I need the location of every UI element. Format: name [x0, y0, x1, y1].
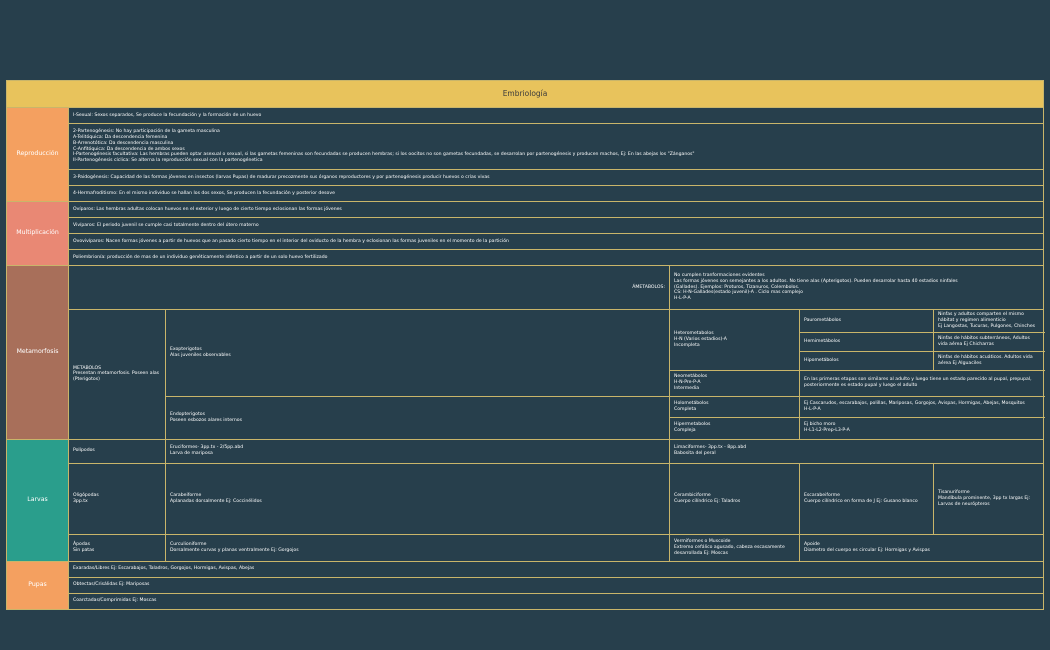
larva-apodos: Ápodas Sin patas [69, 534, 166, 561]
larva-limaciformes: Limaciformes- 3pp.tx - 8pp.abd Babosita del peral [670, 439, 1044, 463]
category-multiplicacion: Multiplicación [7, 202, 69, 266]
hemimetabolos: Hemimetábolos [800, 332, 934, 351]
larva-oligopodos: Oligópodas 3pp.tx [69, 463, 166, 534]
larva-vermiformes: Vermiformes o Muscoide Extremo cefálico agusado, cabeza escasamente desarrollada Ej: Moscas [670, 534, 800, 561]
repro-paidogenesis: 3-Paidogénesis: Capacidad de las formas jóvenes en insectos (larvas Pupas) de madurar precozmente sus órganos reproductores y por partenogénesis producir huevos o crías vivas [69, 170, 1044, 186]
repro-hermafroditismo: 4-Hermafroditismo: En el mismo individuo se hallan los dos sexos, Se producen la fecundación y posterior desove [69, 186, 1044, 202]
multi-poliembrionia: Poliembrionía: producción de mas de un individuo genéticamente idéntico a partir de un solo huevo fertilizado [69, 250, 1044, 266]
endopterigotos: Endopterigotos Poseen esbozos alares internos [166, 396, 670, 439]
embriologia-table [6, 80, 1044, 610]
table-row [7, 534, 1044, 561]
larva-carabeiforme: Carabeiforme Aplanadas dorsalmente Ej: Coccinélidos [166, 463, 670, 534]
hipermetabolos: Hipermetabolos Compleja [670, 417, 800, 439]
heterometabolos: Heterometabolos H-N (Varios estadios)-A Incompleta [670, 310, 800, 371]
hipermetabolos-desc: Ej bicho moro H-L1-L2-Prep-L3-P-A [800, 417, 1044, 439]
hipometabolos: Hipometábolos [800, 351, 934, 370]
holometabolos: Holometábolos Completa [670, 396, 800, 417]
paurometabolos-desc: Ninfas y adultos comparten el mismo hábitat y regimen alimenticio Ej Langostas, Tucuras, Pulgones, Chinches [934, 310, 1044, 333]
pupa-exaradas: Exaradas/Libres Ej: Escarabajos, Taladros, Gorgojos, Hormigas, Avispas, Abejas [69, 561, 1044, 577]
multi-oviparos: Ovíparos: Las hembras adultas colocan huevos en el exterior y luego de cierto tiempo eclosionan las formas jóvenes [69, 202, 1044, 218]
category-reproduccion: Reproducción [7, 108, 69, 202]
repro-partenogenesis: 2-Partenogénesis: No hay participación de la gameta masculina A-Telitóquica: Da descendencia femenina B-Arrenotótica: Da descendencia masculina C-Anfitóquica: Da descendencia de ambos sexos I-Partenogénesis facultativa: Las hembras pueden optar asexual o sexual, si las gametas femeninas son fecundadas se producen hembras; si los oocitos no son gametas fecundadas, se desarrolan por partenogénesis y producen machos, Ej: En las abejas los "Zánganos" II-Partenogénesis cíclica: Se alterna la reproducción sexual con la partenogénetica [69, 124, 1044, 170]
table-row [7, 266, 1044, 310]
larva-escarabeiforme: Escarabeiforme Cuerpo cilíndrico en forma de J Ej: Gusano blanco [800, 463, 934, 534]
ametabolos-text: No cumplen tranformaciones evidentes Las formas jóvenes son semejantes a los adultos. No tiene alas (Apterigotos). Pueden desarrolar hasta 40 estadios ninfales (Gallades). Ejemplos: Proturos, Tizanuros, Colembolos. CS: H-N-Gallades(estado juvenil)-A . Ciclo mas complejo H-L-P-A [670, 266, 1044, 310]
larva-tisanuriforme: Tisanuriforme Mandíbula prominente, 3pp tx largas Ej: Larvas de neurópteros [934, 463, 1044, 534]
hipometabolos-desc: Ninfas de hábitos acuáticos. Adultos vida aérea Ej Alguaciles [934, 351, 1044, 370]
table-row [7, 310, 1044, 333]
table-row [7, 234, 1044, 250]
table-row [7, 250, 1044, 266]
multi-viviparos: Vivíparos: El periodo juvenil se cumple casi totalmente dentro del útero materno [69, 218, 1044, 234]
neometabolos-desc: En las primeras etapas son similares al adulto y luego tiene un estado parecido al pupal, prepupal, posteriormente es estado pupal y luego el adulto [800, 370, 1044, 396]
category-metamorfosis: Metamorfosis [7, 266, 69, 440]
ametabolos-label: ÁMETABOLOS: [69, 266, 670, 310]
table-row [7, 202, 1044, 218]
exopterigotos: Exopterigotos Alas juveniles observables [166, 310, 670, 397]
neometabolos: Neometábolos H-N-Pre-P-A Intermedia [670, 370, 800, 396]
pupa-obtectas: Obtectas/Crisálidas Ej: Mariposas [69, 577, 1044, 593]
category-pupas: Pupas [7, 561, 69, 609]
repro-sexual: I-Sexual: Sexos separados, Se produce la fecundación y la formación de un huevo [69, 108, 1044, 124]
larva-apoide: Apoide Diametro del cuerpo es circular Ej: Hormigas y Avispas [800, 534, 1044, 561]
larva-curculioniforme: Curculioniforme Dorsalmente curvas y planas ventralmente Ej: Gorgojos [166, 534, 670, 561]
table-row [7, 124, 1044, 170]
table-title: Embriología [7, 81, 1044, 108]
multi-ovoviviparos: Ovovivíparos: Nacen formas jóvenes a partir de huevos que an pasado cierto tiempo en el interior del oviducto de la hembra y eclosionan las formas juveniles en el momento de la partición [69, 234, 1044, 250]
table-row [7, 218, 1044, 234]
metabolos: METABOLOS Presentan metamorfosis. Poseen alas (Pterigotos) [69, 310, 166, 440]
title-row [7, 81, 1044, 108]
larva-eruciformes: Eruciformes- 3pp.tx - 2/5pp.abd Larva de mariposa [166, 439, 670, 463]
table-row [7, 463, 1044, 534]
paurometabolos: Paurometábolos [800, 310, 934, 333]
holometabolos-desc: Ej Cascarudos, escarabajos, polillas, Mariposas, Gorgojos, Avispas, Hormigas, Abejas, Mosquitos H-L-P-A [800, 396, 1044, 417]
table-row [7, 439, 1044, 463]
larva-polipodos: Polípodos [69, 439, 166, 463]
category-larvas: Larvas [7, 439, 69, 561]
table-row [7, 186, 1044, 202]
pupa-coarctadas: Coarctadas/Comprimidas Ej: Moscas [69, 593, 1044, 609]
hemimetabolos-desc: Ninfas de hábitos subterráneos, Adultos vida aérea Ej Chicharras [934, 332, 1044, 351]
table-row [7, 577, 1044, 593]
larva-cerambiciforme: Cerambiciforme Cuerpo cilíndrico Ej: Taladros [670, 463, 800, 534]
table-row [7, 593, 1044, 609]
table-row [7, 561, 1044, 577]
table-row [7, 170, 1044, 186]
table-row [7, 108, 1044, 124]
